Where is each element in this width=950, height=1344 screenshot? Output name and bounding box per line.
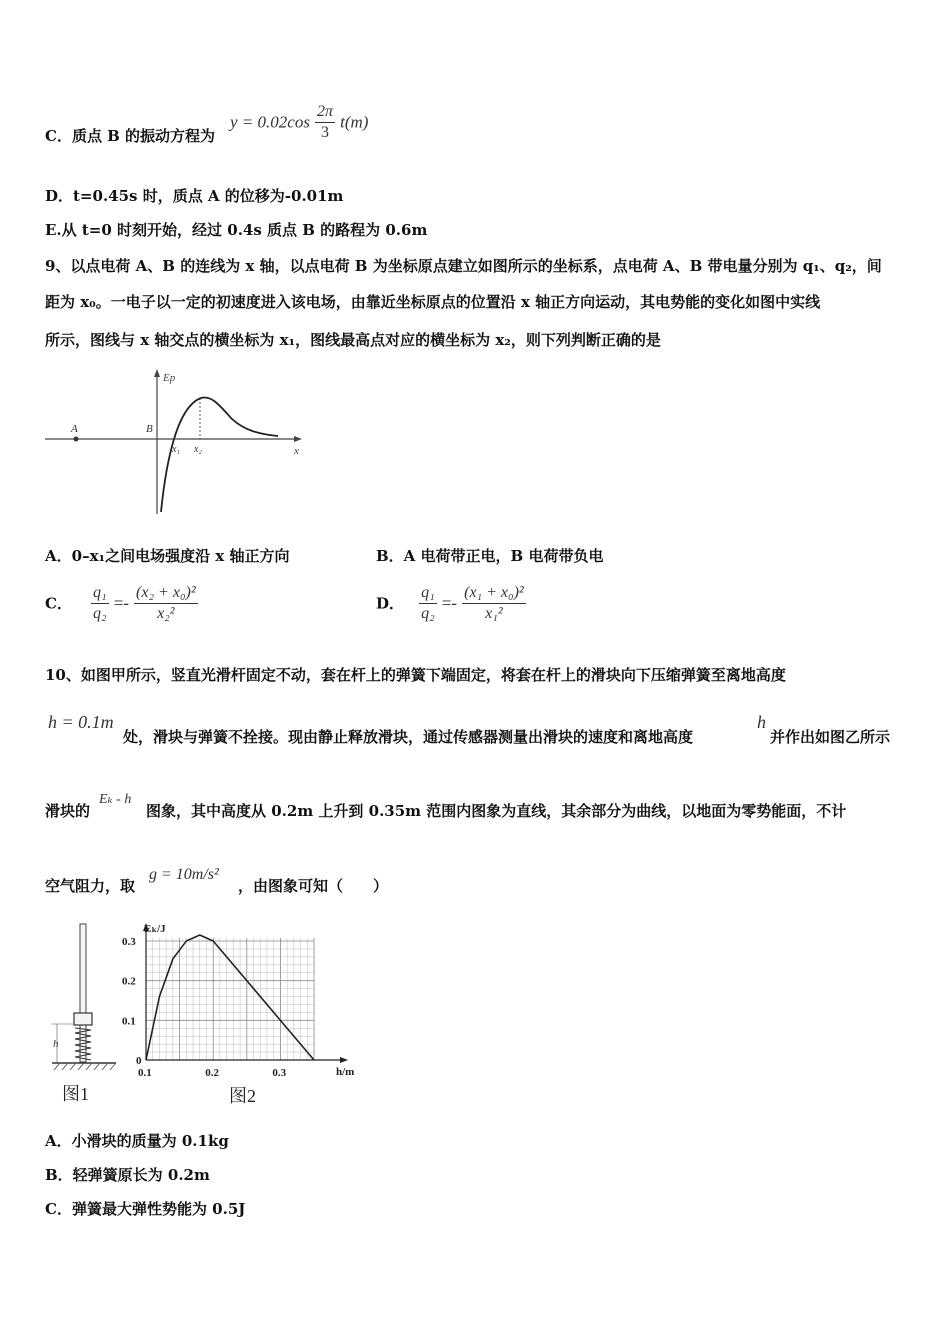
q10-stem-line3-start: 滑块的 bbox=[45, 802, 91, 820]
y-tick-label: 0 bbox=[136, 1055, 142, 1067]
q10-stem-line3-math bbox=[99, 788, 131, 808]
q9-option-d bbox=[376, 583, 526, 624]
q10-stem-line2-end: 并作出如图乙所示 bbox=[770, 728, 891, 746]
q9-c-lhs-den: q₂ bbox=[93, 605, 107, 622]
q9-option-b: B．A 电荷带正电，B 电荷带负电 bbox=[376, 547, 604, 565]
q10-math-ek-h: Eₖ - h bbox=[99, 792, 132, 807]
q9-xlabel: x bbox=[294, 445, 299, 457]
q10-math-g: g = 10m/s² bbox=[149, 866, 219, 883]
q10-fig2-caption: 图2 bbox=[229, 1086, 256, 1106]
q9-stem-line3: 所示，图线与 x 轴交点的横坐标为 x₁，图线最高点对应的横坐标为 x₂，则下列判断正确的是 bbox=[45, 331, 661, 349]
q9-d-rhs-fraction bbox=[462, 583, 526, 624]
q10-chart-grid bbox=[146, 938, 314, 1060]
q10-option-b: B．轻弹簧原长为 0.2m bbox=[45, 1166, 210, 1184]
q9-stem-line1: 9、以点电荷 A、B 的连线为 x 轴，以点电荷 B 为坐标原点建立如图所示的坐标系，点电荷 A、B 带电量分别为 q₁、q₂，间 bbox=[45, 257, 882, 275]
q10-ground-hatch bbox=[54, 1063, 116, 1070]
q8-option-c-formula bbox=[230, 102, 368, 143]
y-tick-label: 0.2 bbox=[122, 975, 136, 988]
q9-d-eq: =- bbox=[441, 593, 458, 613]
q9-c-rhs-fraction bbox=[134, 583, 198, 624]
q10-fig1 bbox=[48, 920, 128, 1110]
q10-stem-line4-start: 空气阻力，取 bbox=[45, 877, 136, 895]
q9-c-lhs-num: q₁ bbox=[91, 583, 109, 604]
q9-label-b: B bbox=[146, 423, 153, 435]
arrow-up-icon bbox=[154, 369, 160, 377]
q10-chart-xlabel: h/m bbox=[336, 1066, 355, 1078]
q10-option-c: C．弹簧最大弹性势能为 0.5J bbox=[45, 1200, 246, 1218]
x-tick-label: 0.3 bbox=[272, 1067, 287, 1079]
arrow-right-icon bbox=[294, 436, 302, 442]
q8-option-e: E.从 t=0 时刻开始，经过 0.4s 质点 B 的路程为 0.6m bbox=[45, 221, 428, 239]
q10-math-h: h = 0.1m bbox=[48, 712, 114, 732]
q10-stem-line4-math bbox=[149, 864, 219, 884]
q9-d-rhs-num: (x₁ + x₀)² bbox=[462, 583, 526, 604]
q9-d-lhs-num: q₁ bbox=[419, 583, 437, 604]
y-tick-label: 0.3 bbox=[122, 936, 136, 948]
x-tick-label: 0.1 bbox=[138, 1067, 152, 1079]
q9-ylabel: Ep bbox=[163, 372, 176, 384]
q9-option-c bbox=[45, 583, 198, 624]
q10-chart-axes bbox=[143, 923, 348, 1063]
q9-label-a: A bbox=[71, 423, 78, 435]
q9-label-x2: x₂ bbox=[194, 444, 202, 455]
x-tick-label: 0.2 bbox=[205, 1067, 219, 1079]
q8-frac-den: 3 bbox=[321, 124, 330, 141]
q9-stem-line2: 距为 x₀。一电子以一定的初速度进入该电场，由靠近坐标原点的位置沿 x 轴正方向运动，其电势能的变化如图中实线 bbox=[45, 293, 821, 311]
q8-frac-num: 2π bbox=[315, 102, 335, 123]
q8-option-c-label: C．质点 B 的振动方程为 bbox=[45, 127, 216, 145]
q9-point-a bbox=[74, 437, 79, 442]
q10-slider-block bbox=[74, 1013, 92, 1025]
q9-option-c-label: C． bbox=[45, 594, 72, 613]
q10-fig1-h-label: h bbox=[53, 1038, 59, 1050]
q10-stem-line1: 10、如图甲所示，竖直光滑杆固定不动，套在杆上的弹簧下端固定，将套在杆上的滑块向下压缩弹簧至离地高度 bbox=[45, 666, 786, 684]
q10-fig2-chart bbox=[118, 915, 363, 1110]
q9-c-eq: =- bbox=[113, 593, 129, 613]
q8-formula-rhs: t(m) bbox=[340, 112, 369, 132]
arrow-right-icon bbox=[340, 1057, 348, 1063]
q9-d-lhs-den: q₂ bbox=[421, 605, 435, 622]
q10-chart-series-ek bbox=[146, 935, 314, 1060]
q9-label-x1: x₁ bbox=[172, 444, 180, 455]
q8-option-c bbox=[45, 126, 215, 146]
q9-c-rhs-den: x₂² bbox=[157, 605, 175, 622]
q9-c-lhs-fraction bbox=[91, 583, 109, 624]
q8-formula-fraction bbox=[315, 102, 335, 143]
q9-ep-figure bbox=[40, 364, 310, 520]
q10-stem-line2 bbox=[48, 712, 114, 733]
q9-option-d-label: D． bbox=[376, 594, 405, 613]
q10-math-h-var: h bbox=[757, 712, 766, 732]
y-tick-label: 0.1 bbox=[122, 1015, 136, 1028]
q10-stem-line4-text: ，由图象可知（ ） bbox=[238, 877, 389, 895]
q8-option-d: D．t=0.45s 时，质点 A 的位移为-0.01m bbox=[45, 187, 344, 205]
q10-stem-line3-text: 图象，其中高度从 0.2m 上升到 0.35m 范围内图象为直线，其余部分为曲线，以地面为零势能面，不计 bbox=[146, 802, 847, 820]
q9-option-a: A．0–x₁之间电场强度沿 x 轴正方向 bbox=[45, 547, 290, 565]
q10-fig1-caption: 图1 bbox=[62, 1084, 89, 1104]
q8-formula-lhs: y = 0.02cos bbox=[230, 112, 310, 132]
q10-stem-line2-text: 处，滑块与弹簧不拴接。现由静止释放滑块，通过传感器测量出滑块的速度和离地高度 bbox=[123, 728, 694, 746]
q9-c-rhs-num: (x₂ + x₀)² bbox=[134, 583, 198, 604]
q10-stem-line2-h bbox=[757, 712, 766, 733]
q9-d-lhs-fraction bbox=[419, 583, 437, 624]
q9-d-rhs-den: x₁² bbox=[485, 605, 503, 622]
q10-chart-ylabel: Eₖ/J bbox=[144, 923, 166, 935]
q10-option-a: A．小滑块的质量为 0.1kg bbox=[45, 1132, 229, 1150]
